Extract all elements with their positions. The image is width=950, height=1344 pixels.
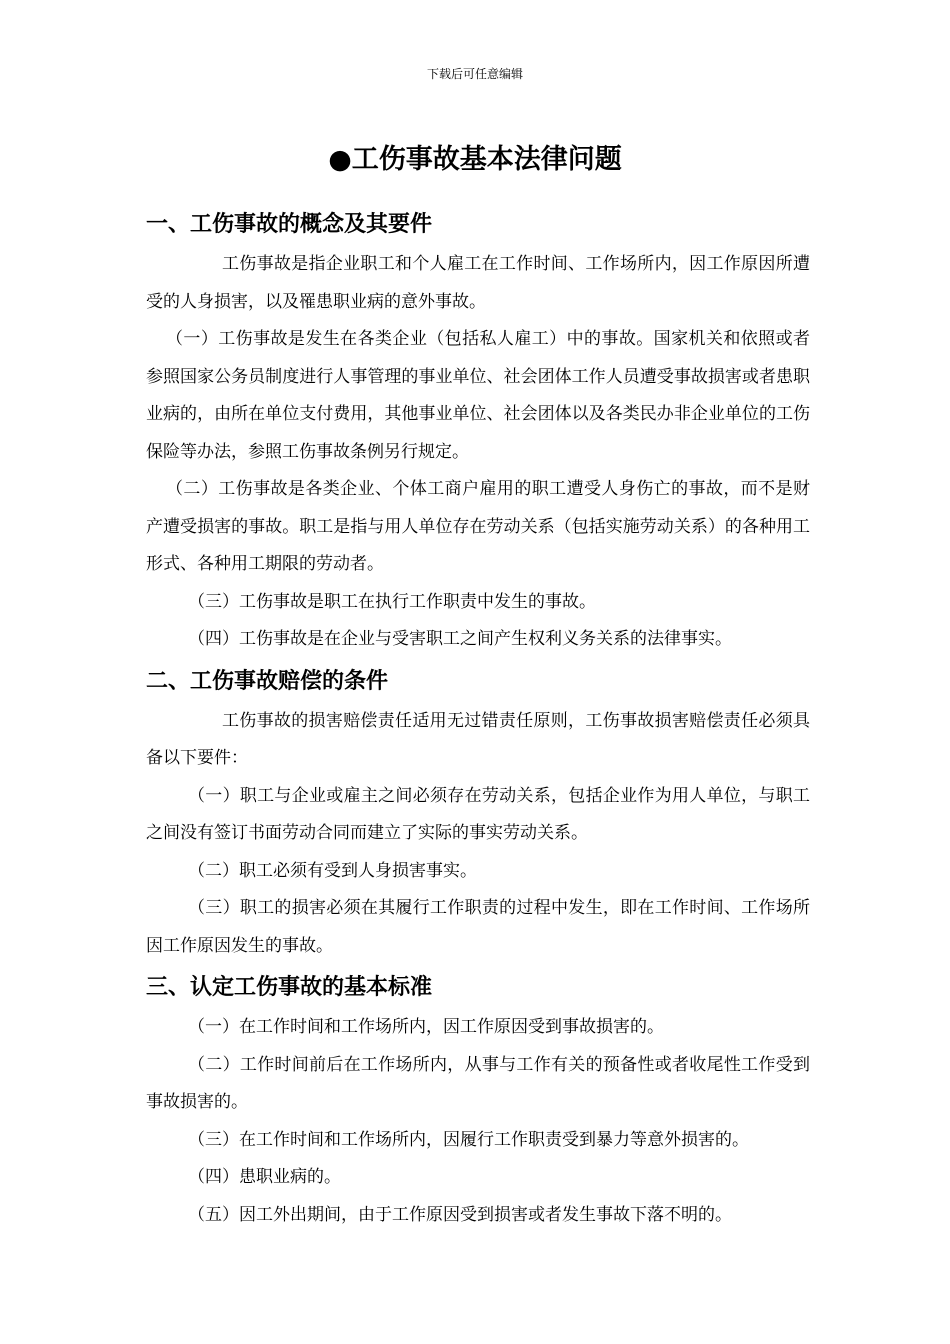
paragraph: （四）工伤事故是在企业与受害职工之间产生权利义务关系的法律事实。 (188, 629, 732, 649)
paragraph: （四）患职业病的。 (188, 1167, 341, 1187)
paragraph: 工伤事故的损害赔偿责任适用无过错责任原则，工伤事故损害赔偿责任必须具备以下要件： (146, 710, 810, 768)
paragraph: （一）工伤事故是发生在各类企业（包括私人雇工）中的事故。国家机关和依照或者参照国家公务员制度进行人事管理的事业单位、社会团体工作人员遭受事故损害或者患职业病的，由所在单位支付费用，其他事业单位、社会团体以及各类民办非企业单位的工伤保险等办法，参照工伤事故条例另行规定。 (146, 329, 810, 462)
document-title: ●工伤事故基本法律问题 (328, 144, 622, 175)
section-conditions (146, 659, 810, 966)
paragraph: （五）因工外出期间，由于工作原因受到损害或者发生事故下落不明的。 (188, 1204, 732, 1225)
document-body (146, 202, 810, 1234)
paragraph: （二）工伤事故是各类企业、个体工商户雇用的职工遭受人身伤亡的事故，而不是财产遭受损害的事故。职工是指与用人单位存在劳动关系（包括实施劳动关系）的各种用工形式、各种用工期限的劳动者。 (146, 479, 810, 574)
paragraph: （三）在工作时间和工作场所内，因履行工作职责受到暴力等意外损害的。 (188, 1129, 749, 1150)
section-heading: 二、工伤事故赔偿的条件 (146, 667, 389, 694)
paragraph: （三）工伤事故是职工在执行工作职责中发生的事故。 (188, 591, 596, 612)
header-note: 下载后可任意编辑 (426, 67, 523, 81)
paragraph: （一）职工与企业或雇主之间必须存在劳动关系，包括企业作为用人单位，与职工之间没有签订书面劳动合同而建立了实际的事实劳动关系。 (146, 785, 810, 843)
paragraph: （三）职工的损害必须在其履行工作职责的过程中发生，即在工作时间、工作场所因工作原因发生的事故。 (146, 898, 810, 956)
section-concept (146, 202, 810, 659)
section-standards (146, 965, 810, 1234)
paragraph: （二）职工必须有受到人身损害事实。 (188, 860, 477, 881)
paragraph: （一）在工作时间和工作场所内，因工作原因受到事故损害的。 (188, 1017, 664, 1037)
paragraph: （二）工作时间前后在工作场所内，从事与工作有关的预备性或者收尾性工作受到事故损害的。 (146, 1054, 810, 1112)
section-heading: 一、工伤事故的概念及其要件 (146, 211, 433, 237)
paragraph: 工伤事故是指企业职工和个人雇工在工作时间、工作场所内，因工作原因所遭受的人身损害，以及罹患职业病的意外事故。 (146, 254, 810, 312)
section-heading: 三、认定工伤事故的基本标准 (146, 974, 433, 1000)
